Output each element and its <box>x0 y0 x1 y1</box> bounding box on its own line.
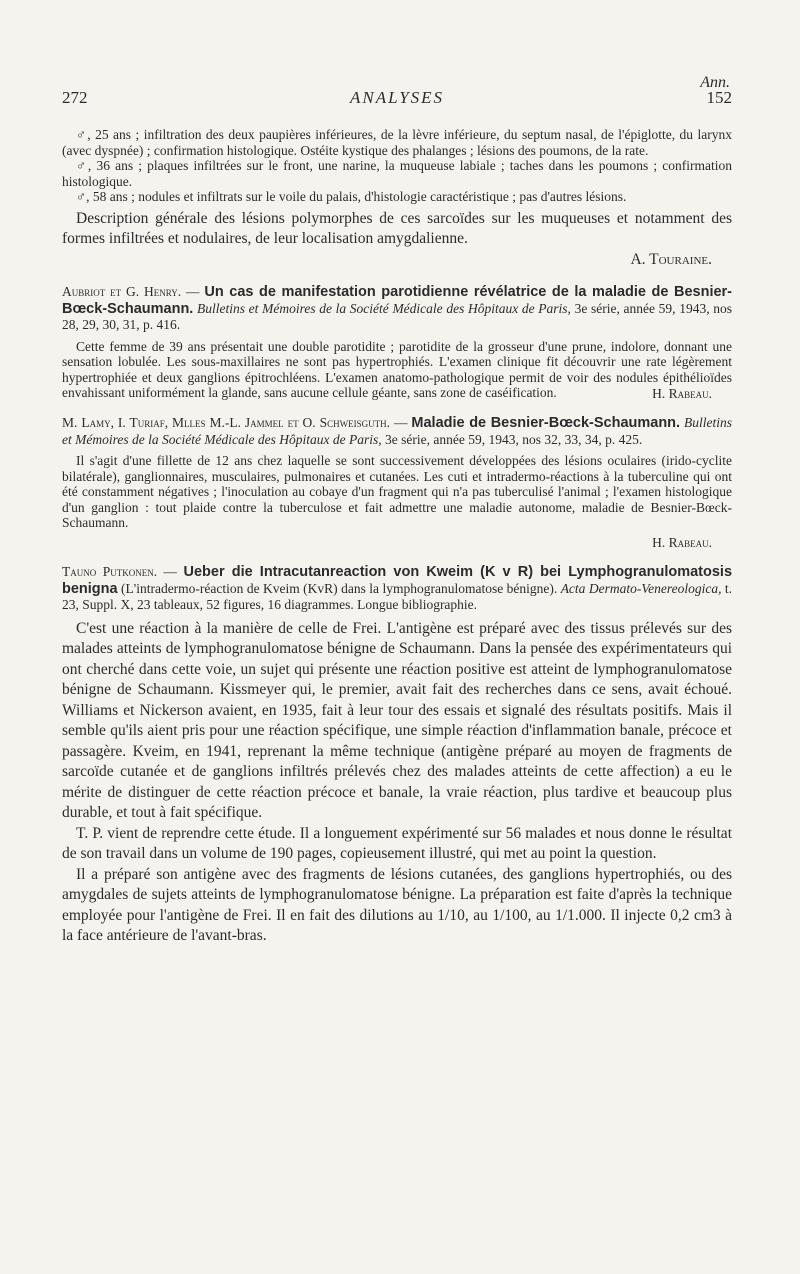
article-text: T. P. vient de reprendre cette étude. Il a longuement expérimenté sur 56 malades et nous donne le résultat de son travail dans un volume de 190 pages, copieusement illustré, qui met au point la question. <box>62 824 732 862</box>
page-number-left: 272 <box>62 88 88 107</box>
article-heading <box>62 284 732 333</box>
article-journal: Acta Dermato-Venereologica, <box>560 580 722 596</box>
article-authors: Aubriot et G. Henry. — <box>62 284 200 299</box>
signature: A. Touraine. <box>630 250 712 268</box>
article-text: C'est une réaction à la manière de celle de Frei. L'antigène est préparé avec des tissus prélevés sur des malades atteints de lymphogranulomatose bénigne de Schaumann. Dans la pensée des expérimentateurs qui ont cherché dans cette voie, un sujet qui présente une réaction positive est atteint de lymphogranulomatose bénigne de Schaumann. Kissmeyer qui, le premier, avait fait des recherches dans ce sens, avait échoué. Williams et Nickerson avaient, en 1935, fait à leur tour des essais et signalé des résultats positifs. Mais il semble qu'ils aient pris pour une réaction spécifique, une simple réaction d'inflammation banale, précoce et passagère. Kveim, en 1941, reprenant la même technique (antigène préparé au moyen de fragments de sarcoïde cutanée et de ganglions infiltrés prélevés chez des malades atteints de cette affection) a eu le mérite de distinguer de cette réaction précoce et banale, la vraie réaction, plus tardive et beaucoup plus durable, et tout à fait spécifique. <box>62 619 732 821</box>
page-number-right: 152 <box>706 88 732 107</box>
article-journal: Bulletins et Mémoires de la Société Médicale des Hôpitaux de Paris, <box>62 415 733 447</box>
article-title: Un cas de manifestation parotidienne révélatrice de la maladie de Besnier-Bœck-Schaumann. <box>62 284 733 317</box>
article-title: Ueber die Intracutanreaction von Kweim (K v R) bei Lymphogranulomatosis benigna <box>62 564 733 597</box>
article-text: Il a préparé son antigène avec des fragments de lésions cutanées, des ganglions hypertrophiés, ou des amygdales de sujets atteints de lymphogranulomatose bénigne. La préparation est faite d'après la technique employée pour l'antigène de Frei. Il en fait des dilutions au 1/10, au 1/100, au 1/1.000. Il injecte 0,2 cm3 à la face antérieure de l'avant-bras. <box>62 865 732 944</box>
case-paragraph: ♂, 25 ans ; infiltration des deux paupières inférieures, de la lèvre inférieure, du septum nasal, de l'épiglotte, du larynx (avec dyspnée) ; confirmation histologique. Ostéite kystique des phalanges ; lésions des poumons, de la rate. <box>62 127 732 158</box>
article-text: Cette femme de 39 ans présentait une double parotidite ; parotidite de la grosseur d'une prune, indolore, donnant une sensation lobulée. Les sous-maxillaires ne sont pas hypertrophiés. L'examen clinique fit découvrir une rate légèrement hypertrophiée et deux ganglions épitrochléens. L'examen anatomo-pathologique permit de voir des nodules épithélioïdes envahissant uniformément la glande, sans aucune cellule géante, sans zone de caséification. <box>62 338 732 400</box>
article-authors: M. Lamy, I. Turiaf, Mlles M.-L. Jammel et O. Schweisguth. — <box>62 415 408 430</box>
article-authors: Tauno Putkonen. — <box>62 564 178 579</box>
article-text: Il s'agit d'une fillette de 12 ans chez laquelle se sont successivement développées des lésions oculaires (irido-cyclite bilatérale), ganglionnaires, musculaires, pulmonaires et cutanées. Les cuti et intradermo-réactions à la tuberculine qui ont été constamment négatives ; l'inoculation au cobaye d'un fragment qui n'a pas tuberculisé l'animal ; l'examen histologique d'un ganglion : tout plaide contre la tuberculose et fait admettre une maladie autonome, maladie de Besnier-Bœck-Schaumann. <box>62 453 732 530</box>
running-header <box>62 88 732 110</box>
article-reference: 3e série, année 59, 1943, nos 32, 33, 34, p. 425. <box>385 431 643 447</box>
signature: H. Rabeau. <box>652 534 712 550</box>
page-body <box>62 127 732 947</box>
section-title: ANALYSES <box>349 88 445 107</box>
case-paragraph: ♂, 36 ans ; plaques infiltrées sur le front, une narine, la muqueuse labiale ; taches dans les poumons ; confirmation histologique. <box>62 158 732 189</box>
article-journal: Bulletins et Mémoires de la Société Médicale des Hôpitaux de Paris, <box>197 300 571 316</box>
description-paragraph: Description générale des lésions polymorphes de ces sarcoïdes sur les muqueuses et notamment des formes infiltrées et nodulaires, de leur localisation amygdalienne. <box>62 209 732 247</box>
running-header-annotation: Ann. <box>700 74 730 91</box>
article-reference: t. 23, Suppl. X, 23 tableaux, 52 figures, 16 diagrammes. Longue bibliographie. <box>62 580 733 612</box>
case-paragraph: ♂, 58 ans ; nodules et infiltrats sur le voile du palais, d'histologie caractéristique ; pas d'autres lésions. <box>76 189 627 204</box>
article-subtitle: (L'intradermo-réaction de Kveim (KvR) dans la lymphogranulomatose bénigne). <box>121 580 558 596</box>
article-heading <box>62 564 732 613</box>
article-reference: 3e série, année 59, 1943, nos 28, 29, 30, 31, p. 416. <box>62 300 733 332</box>
article-title: Maladie de Besnier-Bœck-Schaumann. <box>411 415 681 431</box>
article-heading <box>62 415 732 447</box>
signature: H. Rabeau. <box>652 385 712 401</box>
